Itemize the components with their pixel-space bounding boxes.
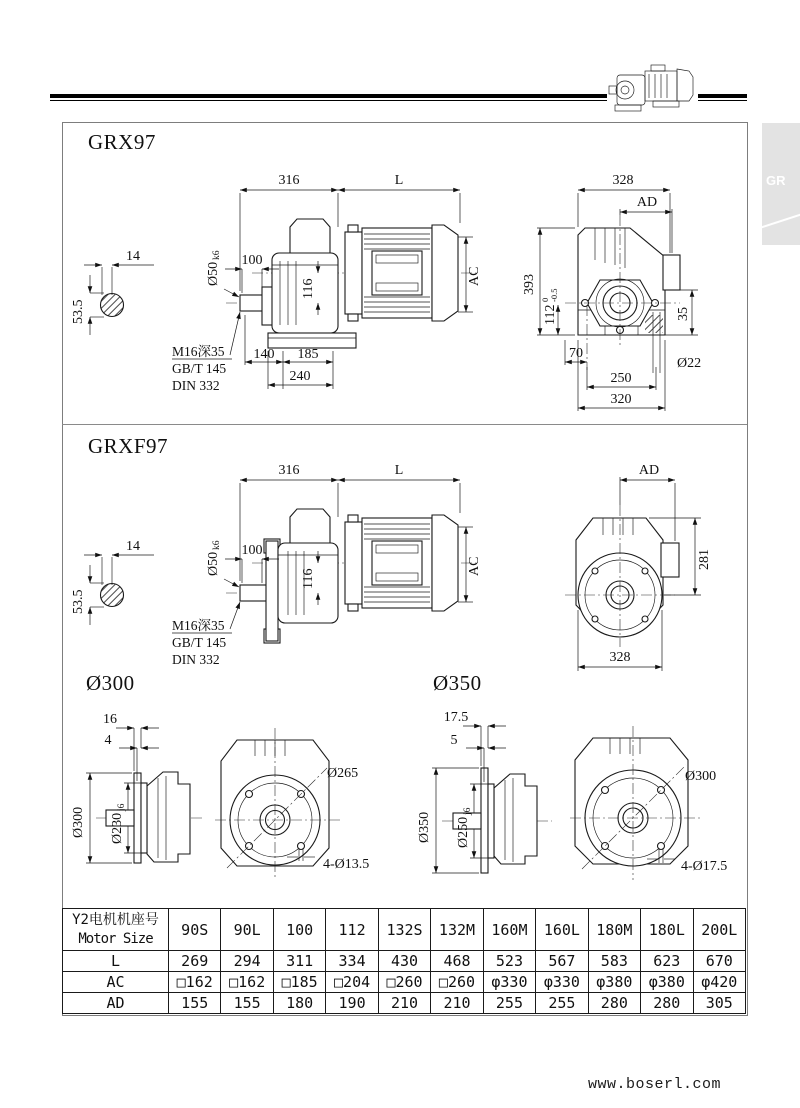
dim-bolt-circle: Ø300 bbox=[685, 769, 717, 784]
dim-shaft-height: 53.5 bbox=[71, 589, 86, 614]
terminal-box bbox=[663, 255, 680, 290]
dim-AC: AC bbox=[467, 556, 482, 576]
gearbox-housing bbox=[278, 509, 338, 623]
table-cell: □185 bbox=[273, 972, 325, 993]
flange350-profile-drawing bbox=[412, 698, 562, 898]
motor-body bbox=[345, 515, 432, 611]
dim-bolt-circle: Ø265 bbox=[327, 766, 359, 781]
dim-thickness: 17.5 bbox=[443, 710, 469, 725]
table-cell: 583 bbox=[588, 951, 640, 972]
column-header: 112 bbox=[326, 909, 378, 951]
table-cell: □162 bbox=[221, 972, 273, 993]
table-cell: 294 bbox=[221, 951, 273, 972]
table-cell: □162 bbox=[169, 972, 221, 993]
terminal-box bbox=[661, 543, 679, 577]
dim-outer: Ø300 bbox=[71, 806, 86, 838]
note-tap: M16深35 bbox=[172, 344, 225, 359]
dim-70: 70 bbox=[569, 346, 583, 361]
dim-316: 316 bbox=[278, 173, 300, 188]
dim-250: 250 bbox=[610, 371, 632, 386]
side-tab bbox=[762, 123, 800, 245]
gearbox-foot bbox=[268, 333, 356, 348]
flange350-title: Ø350 bbox=[433, 671, 482, 695]
dim-112-tol bbox=[540, 289, 559, 325]
dim-AD: AD bbox=[636, 195, 658, 210]
column-header: 200L bbox=[693, 909, 745, 951]
dim-step: 4 bbox=[104, 733, 112, 748]
dim-116: 116 bbox=[301, 568, 316, 589]
table-row-AC bbox=[63, 972, 746, 993]
dim-L: L bbox=[394, 463, 404, 478]
note-std2: DIN 332 bbox=[172, 652, 220, 667]
svg-text:j6: j6 bbox=[463, 807, 473, 815]
table-cell: φ330 bbox=[536, 972, 588, 993]
side-tab-diagonal bbox=[762, 210, 800, 229]
dim-320: 320 bbox=[610, 392, 632, 407]
dim-shaft-dia bbox=[206, 250, 222, 286]
svg-text:0: 0 bbox=[540, 297, 550, 302]
grxf97-title: GRXF97 bbox=[88, 434, 169, 458]
gearmotor-illustration bbox=[605, 57, 700, 115]
dim-240: 240 bbox=[289, 369, 311, 384]
row-label: AC bbox=[63, 972, 169, 993]
table-row-L bbox=[63, 951, 746, 972]
table-cell: 155 bbox=[221, 993, 273, 1014]
table-cell: 280 bbox=[641, 993, 693, 1014]
dim-316: 316 bbox=[278, 463, 300, 478]
motor-body bbox=[345, 225, 432, 321]
row-label: L bbox=[63, 951, 169, 972]
note-std1: GB/T 145 bbox=[172, 635, 227, 650]
dim-shaft-height: 53.5 bbox=[71, 299, 86, 324]
table-row-AD bbox=[63, 993, 746, 1014]
table-cell: φ380 bbox=[588, 972, 640, 993]
dim-100: 100 bbox=[241, 253, 263, 268]
svg-text:112: 112 bbox=[543, 304, 558, 325]
column-header: 100 bbox=[273, 909, 325, 951]
flange-plate bbox=[134, 773, 147, 863]
table-cell: 269 bbox=[169, 951, 221, 972]
dim-L: L bbox=[394, 173, 404, 188]
table-cell: 280 bbox=[588, 993, 640, 1014]
dim-35: 35 bbox=[676, 307, 691, 321]
website-footer: www.boserl.com bbox=[588, 1076, 722, 1093]
table-cell: φ380 bbox=[641, 972, 693, 993]
table-cell: □204 bbox=[326, 972, 378, 993]
table-cell: 155 bbox=[169, 993, 221, 1014]
dim-281: 281 bbox=[697, 549, 712, 570]
grxf97-end-view-drawing bbox=[545, 455, 760, 680]
svg-text:-0.5: -0.5 bbox=[549, 288, 559, 302]
grxf97-side-view-drawing bbox=[160, 455, 490, 675]
flange300-end-drawing bbox=[215, 698, 380, 888]
dim-116: 116 bbox=[301, 278, 316, 299]
dim-AC: AC bbox=[467, 266, 482, 286]
motor-size-header-en: Motor Size bbox=[78, 931, 153, 947]
column-header: 132S bbox=[378, 909, 430, 951]
dim-hole-22: Ø22 bbox=[677, 356, 702, 371]
side-tab-label: GR bbox=[766, 173, 786, 188]
note-std1: GB/T 145 bbox=[172, 361, 227, 376]
dim-393: 393 bbox=[522, 274, 537, 295]
svg-text:Ø230: Ø230 bbox=[110, 812, 125, 844]
grx97-title: GRX97 bbox=[88, 130, 156, 154]
column-header: 180L bbox=[641, 909, 693, 951]
table-cell: 255 bbox=[536, 993, 588, 1014]
dim-140: 140 bbox=[253, 347, 275, 362]
dim-328: 328 bbox=[609, 650, 631, 665]
svg-text:j6: j6 bbox=[117, 803, 127, 811]
column-header: 90S bbox=[169, 909, 221, 951]
svg-text:Ø250: Ø250 bbox=[456, 816, 471, 848]
table-cell: 190 bbox=[326, 993, 378, 1014]
svg-text:Ø50: Ø50 bbox=[206, 261, 221, 286]
table-cell: 430 bbox=[378, 951, 430, 972]
svg-text:k6: k6 bbox=[212, 250, 222, 260]
section-divider bbox=[62, 424, 747, 425]
column-header: 180M bbox=[588, 909, 640, 951]
motor-size-table bbox=[62, 908, 746, 1014]
column-header: 132M bbox=[431, 909, 483, 951]
flange300-profile-drawing bbox=[68, 698, 213, 893]
column-header: 160L bbox=[536, 909, 588, 951]
fan-cowl bbox=[432, 515, 458, 611]
motor-size-header-cn: Y2电机机座号 bbox=[72, 912, 159, 928]
table-cell: □260 bbox=[431, 972, 483, 993]
table-cell: 180 bbox=[273, 993, 325, 1014]
flange350-end-drawing bbox=[548, 698, 748, 898]
table-cell: 567 bbox=[536, 951, 588, 972]
fan-cowl bbox=[432, 225, 458, 321]
table-cell: 305 bbox=[693, 993, 745, 1014]
flange300-title: Ø300 bbox=[86, 671, 135, 695]
table-cell: φ330 bbox=[483, 972, 535, 993]
note-tap: M16深35 bbox=[172, 618, 225, 633]
row-label: AD bbox=[63, 993, 169, 1014]
grx97-end-view-drawing bbox=[505, 165, 760, 420]
dim-outer: Ø350 bbox=[417, 811, 432, 843]
table-cell: □260 bbox=[378, 972, 430, 993]
column-header: 90L bbox=[221, 909, 273, 951]
gearbox-housing bbox=[494, 774, 537, 864]
table-cell: 210 bbox=[431, 993, 483, 1014]
table-header-row bbox=[63, 909, 746, 951]
column-header: 160M bbox=[483, 909, 535, 951]
dim-step: 5 bbox=[450, 733, 458, 748]
table-cell: 334 bbox=[326, 951, 378, 972]
table-cell: 670 bbox=[693, 951, 745, 972]
motor-size-header bbox=[63, 909, 169, 951]
dim-holes: 4-Ø17.5 bbox=[681, 859, 728, 874]
dim-328: 328 bbox=[612, 173, 634, 188]
gearbox-housing bbox=[262, 219, 338, 333]
dim-shaft-width: 14 bbox=[126, 249, 140, 264]
note-std2: DIN 332 bbox=[172, 378, 220, 393]
table-cell: φ420 bbox=[693, 972, 745, 993]
grx97-side-view-drawing bbox=[160, 165, 490, 400]
table-cell: 210 bbox=[378, 993, 430, 1014]
dim-shaft-dia bbox=[206, 540, 222, 576]
dim-holes: 4-Ø13.5 bbox=[323, 857, 370, 872]
table-cell: 523 bbox=[483, 951, 535, 972]
table-cell: 255 bbox=[483, 993, 535, 1014]
dim-shaft-width: 14 bbox=[126, 539, 140, 554]
svg-text:Ø50: Ø50 bbox=[206, 551, 221, 576]
svg-text:k6: k6 bbox=[212, 540, 222, 550]
table-cell: 311 bbox=[273, 951, 325, 972]
table-cell: 623 bbox=[641, 951, 693, 972]
dim-thickness: 16 bbox=[103, 712, 117, 727]
dim-185: 185 bbox=[297, 347, 319, 362]
dim-100: 100 bbox=[241, 543, 263, 558]
gearbox-housing bbox=[147, 772, 190, 862]
table-cell: 468 bbox=[431, 951, 483, 972]
dim-AD: AD bbox=[638, 463, 660, 478]
